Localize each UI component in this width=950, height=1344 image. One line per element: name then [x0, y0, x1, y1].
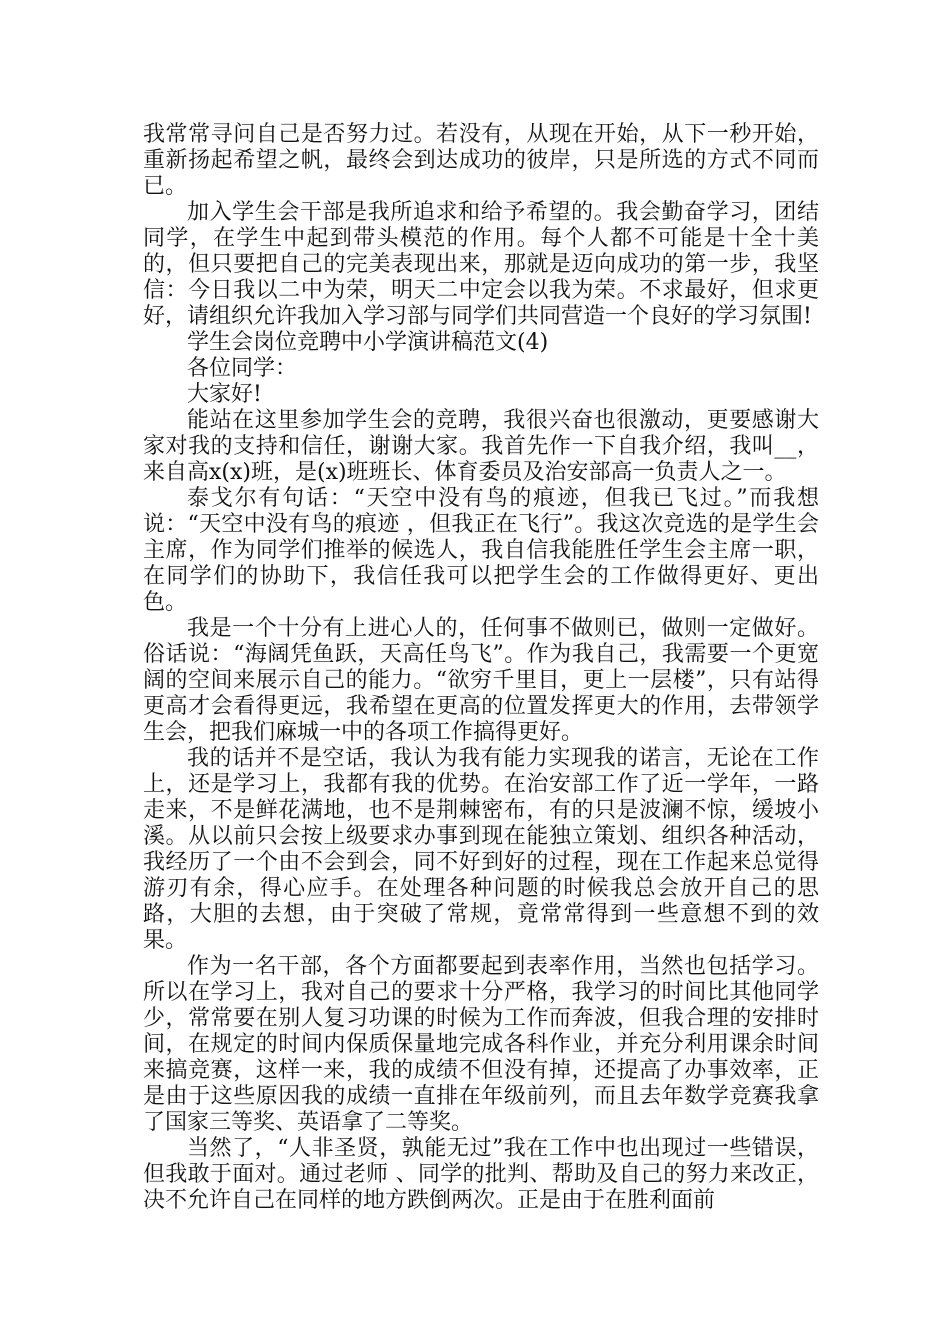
- salutation: 各位同学：: [187, 356, 298, 381]
- paragraph: 我是一个十分有上进心人的，任何事不做则已，做则一定做好。俗话说：“海阔凭鱼跃，天高任鸟飞”。作为我自己，我需要一个更宽阔的空间来展示自己的能力。“欲穷千里目，更上一层楼”，只有站得更高才会看得更远，我希望在更高的位置发挥更大的作用，去带领学生会，把我们麻城一中的各项工作搞得更好。: [143, 616, 819, 745]
- paragraph: 能站在这里参加学生会的竞聘，我很兴奋也很激动，更要感谢大家对我的支持和信任，谢谢大家。我首先作一下自我介绍，我叫__，来自高x(x)班，是(x)班班长、体育委员及治安部高一负责人之一。: [143, 408, 819, 485]
- paragraph: 我的话并不是空话，我认为我有能力实现我的诺言，无论在工作上，还是学习上，我都有我的优势。在治安部工作了近一学年，一路走来，不是鲜花满地，也不是荆棘密布，有的只是波澜不惊，缓坡小溪。从以前只会按上级要求办事到现在能独立策划、组织各种活动，我经历了一个由不会到会，同不好到好的过程，现在工作起来总觉得游刃有余，得心应手。在处理各种问题的时候我总会放开自己的思路，大胆的去想，由于突破了常规，竟常常得到一些意想不到的效果。: [143, 746, 819, 953]
- paragraph: 作为一名干部，各个方面都要起到表率作用，当然也包括学习。所以在学习上，我对自己的要求十分严格，我学习的时间比其他同学少，常常要在别人复习功课的时候为工作而奔波，但我合理的安排时间，在规定的时间内保质保量地完成各科作业，并充分利用课余时间来搞竞赛，这样一来，我的成绩不但没有掉，还提高了办事效率，正是由于这些原因我的成绩一直排在年级前列，而且去年数学竞赛我拿了国家三等奖、英语拿了二等奖。: [143, 954, 819, 1135]
- document-page: [143, 122, 819, 1214]
- paragraph: 加入学生会干部是我所追求和给予希望的。我会勤奋学习，团结同学，在学生中起到带头模范的作用。每个人都不可能是十全十美的，但只要把自己的完美表现出来，那就是迈向成功的第一步，我坚信：今日我以二中为荣，明天二中定会以我为荣。不求最好，但求更好，请组织允许我加入学习部与同学们共同营造一个良好的学习氛围!: [143, 200, 819, 329]
- paragraph: 当然了，“人非圣贤，孰能无过”我在工作中也出现过一些错误，但我敢于面对。通过老师 、同学的批判、帮助及自己的努力来改正，决不允许自己在同样的地方跌倒两次。正是由于在胜利面前: [143, 1136, 819, 1213]
- section-heading: 学生会岗位竞聘中小学演讲稿范文(4): [187, 330, 549, 355]
- paragraph: 泰戈尔有句话：“天空中没有鸟的痕迹，但我已飞过。”而我想说：“天空中没有鸟的痕迹 ，但我正在飞行”。我这次竞选的是学生会主席，作为同学们推举的候选人，我自信我能胜任学生会主席一职，在同学们的协助下，我信任我可以把学生会的工作做得更好、更出色。: [143, 486, 819, 615]
- paragraph: 我常常寻问自己是否努力过。若没有，从现在开始，从下一秒开始，重新扬起希望之帆，最终会到达成功的彼岸，只是所选的方式不同而已。: [143, 122, 819, 199]
- greeting: 大家好!: [187, 382, 262, 407]
